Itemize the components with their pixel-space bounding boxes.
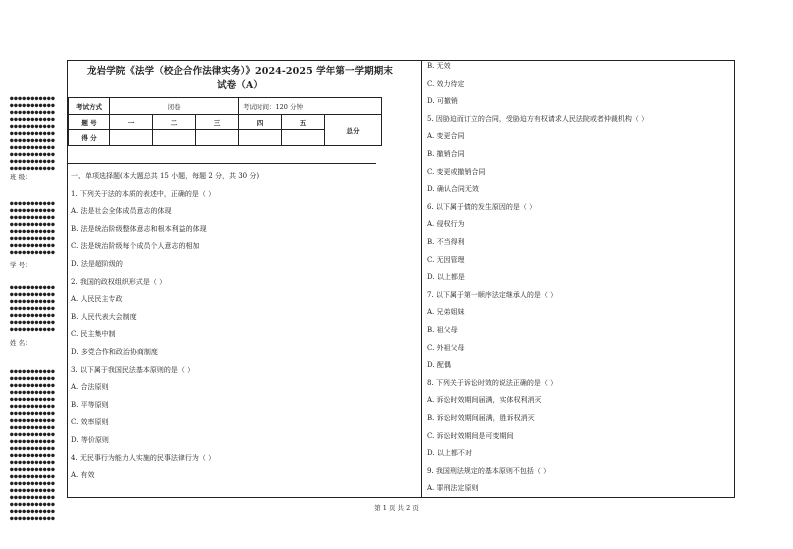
binding-dots-row: ●●●●●●●●●●● xyxy=(10,396,56,403)
binding-dots-row: ●●●●●●●●●●● xyxy=(10,291,56,298)
binding-dots-row: ●●●●●●●●●●● xyxy=(10,445,56,452)
binding-dots-row: ●●●●●●●●●●● xyxy=(10,368,56,375)
score-cell-1 xyxy=(110,130,153,146)
question-line: 7. 以下属于第一顺序法定继承人的是（ ） xyxy=(427,290,558,299)
binding-dots-row: ●●●●●●●●●●● xyxy=(10,200,56,207)
question-line: C. 民主集中制 xyxy=(71,330,116,339)
score-cell-5 xyxy=(282,130,325,146)
name-label: 姓 名： xyxy=(10,339,32,347)
question-line: B. 法是统治阶级整体意志和根本利益的体现 xyxy=(71,224,207,233)
binding-dots-row: ●●●●●●●●●●● xyxy=(10,214,56,221)
student-id-label: 学 号： xyxy=(10,261,32,269)
binding-dots-row: ●●●●●●●●●●● xyxy=(10,410,56,417)
binding-dots-row: ●●●●●●●●●●● xyxy=(10,228,56,235)
binding-dots-row: ●●●●●●●●●●● xyxy=(10,123,56,130)
binding-dots-row: ●●●●●●●●●●● xyxy=(10,284,56,291)
binding-dots-row: ●●●●●●●●●●● xyxy=(10,459,56,466)
binding-dots-row: ●●●●●●●●●●● xyxy=(10,151,56,158)
binding-dots-row: ●●●●●●●●●●● xyxy=(10,487,56,494)
question-line: C. 无因管理 xyxy=(427,255,465,264)
question-line: B. 祖父母 xyxy=(427,326,458,334)
binding-dots-row: ●●●●●●●●●●● xyxy=(10,466,56,473)
score-cell-4 xyxy=(239,130,282,146)
question-line: B. 无效 xyxy=(427,62,451,70)
part-5: 五 xyxy=(282,115,325,130)
exam-time: 考试时间：120 分钟 xyxy=(239,98,382,115)
binding-dots-row: ●●●●●●●●●●● xyxy=(10,326,56,333)
binding-dots-row: ●●●●●●●●●●● xyxy=(10,235,56,242)
question-line: C. 效力待定 xyxy=(427,79,465,88)
score-table xyxy=(68,97,382,146)
question-line: 1. 下列关于法的本质的表述中，正确的是（ ） xyxy=(71,189,216,198)
question-line: 5. 因胁迫而订立的合同，受胁迫方有权请求人民法院或者仲裁机构（ ） xyxy=(427,114,649,123)
question-line: D. 以上都是 xyxy=(427,273,465,282)
question-line: B. 平等原则 xyxy=(71,400,109,409)
question-line: B. 撤销合同 xyxy=(427,150,465,158)
binding-dots-row: ●●●●●●●●●●● xyxy=(10,501,56,508)
binding-dots-row: ●●●●●●●●●●● xyxy=(10,116,56,123)
question-line: B. 人民代表大会制度 xyxy=(71,312,137,321)
binding-dots-row: ●●●●●●●●●●● xyxy=(10,137,56,144)
question-line: 一、单项选择题(本大题总共 15 小题，每题 2 分，共 30 分) xyxy=(71,172,260,180)
binding-dots-row: ●●●●●●●●●●● xyxy=(10,221,56,228)
exam-title: 龙岩学院《法学（校企合作法律实务）》2024-2025 学年第一学期期末 xyxy=(87,66,393,77)
binding-dots-row: ●●●●●●●●●●● xyxy=(10,480,56,487)
binding-dots-row: ●●●●●●●●●●● xyxy=(10,515,56,522)
binding-dots-row: ●●●●●●●●●●● xyxy=(10,417,56,424)
question-line: C. 变更或撤销合同 xyxy=(427,167,486,176)
part-1: 一 xyxy=(110,115,153,130)
column-divider xyxy=(421,60,422,498)
question-line: D. 法是超阶级的 xyxy=(71,260,123,268)
binding-dots-row: ●●●●●●●●●●● xyxy=(10,508,56,515)
binding-dots-row: ●●●●●●●●●●● xyxy=(10,144,56,151)
exam-method-label: 考试方式 xyxy=(69,98,110,115)
exam-method-value: 闭卷 xyxy=(110,98,239,115)
question-line: A. 法是社会全体成员意志的体现 xyxy=(71,207,172,216)
binding-dots-row: ●●●●●●●●●●● xyxy=(10,102,56,109)
part-4: 四 xyxy=(239,115,282,130)
total-label: 总分 xyxy=(325,115,382,146)
binding-dots-row: ●●●●●●●●●●● xyxy=(10,452,56,459)
question-line: B. 诉讼时效期间届满，胜诉权消灭 xyxy=(427,414,535,422)
question-line: D. 等价原则 xyxy=(71,436,109,444)
binding-dots-row: ●●●●●●●●●●● xyxy=(10,389,56,396)
question-line: D. 配偶 xyxy=(427,361,451,370)
exam-subtitle: 试卷（A） xyxy=(217,80,263,91)
binding-dots-row: ●●●●●●●●●●● xyxy=(10,431,56,438)
question-line: 2. 我国的政权组织形式是（ ） xyxy=(71,277,167,286)
question-line: D. 以上都不对 xyxy=(427,449,472,458)
question-line: A. 有效 xyxy=(71,471,95,480)
binding-dots-row: ●●●●●●●●●●● xyxy=(10,242,56,249)
question-line: A. 诉讼时效期间届满，实体权利消灭 xyxy=(427,396,542,405)
question-line: C. 法是统治阶级每个成员个人意志的相加 xyxy=(71,242,200,251)
question-line: 4. 无民事行为能力人实施的民事法律行为（ ） xyxy=(71,453,216,462)
binding-dots-row: ●●●●●●●●●●● xyxy=(10,438,56,445)
question-line: A. 人民民主专政 xyxy=(71,295,123,304)
binding-dots-row: ●●●●●●●●●●● xyxy=(10,319,56,326)
binding-dots-row: ●●●●●●●●●●● xyxy=(10,305,56,312)
binding-dots-row: ●●●●●●●●●●● xyxy=(10,165,56,172)
binding-dots-row: ●●●●●●●●●●● xyxy=(10,298,56,305)
binding-dots-row: ●●●●●●●●●●● xyxy=(10,95,56,102)
question-line: C. 效率原则 xyxy=(71,418,109,427)
score-cell-2 xyxy=(153,130,196,146)
binding-dots-row: ●●●●●●●●●●● xyxy=(10,249,56,256)
binding-dots-row: ●●●●●●●●●●● xyxy=(10,382,56,389)
binding-dots-row: ●●●●●●●●●●● xyxy=(10,375,56,382)
question-line: D. 可撤销 xyxy=(427,97,458,106)
question-line: A. 变更合同 xyxy=(427,132,465,141)
score-cell-3 xyxy=(196,130,239,146)
question-line: D. 多党合作和政治协商制度 xyxy=(71,348,158,356)
question-line: 8. 下列关于诉讼时效的说法正确的是（ ） xyxy=(427,378,558,387)
question-line: A. 合法原则 xyxy=(71,383,109,392)
question-line: 6. 以下属于债的发生原因的是（ ） xyxy=(427,202,537,211)
binding-dots-row: ●●●●●●●●●●● xyxy=(10,312,56,319)
question-line: C. 外祖父母 xyxy=(427,343,465,352)
page-footer: 第 1 页 共 2 页 xyxy=(374,504,419,512)
binding-dots-row: ●●●●●●●●●●● xyxy=(10,109,56,116)
binding-dots-row: ●●●●●●●●●●● xyxy=(10,207,56,214)
part-2: 二 xyxy=(153,115,196,130)
binding-dots-row: ●●●●●●●●●●● xyxy=(10,403,56,410)
question-line: 3. 以下属于我国民法基本原则的是（ ） xyxy=(71,365,195,374)
question-line: D. 确认合同无效 xyxy=(427,185,479,194)
question-line: A. 侵权行为 xyxy=(427,220,465,229)
question-line: A. 罪刑法定原则 xyxy=(427,484,479,493)
question-line: A. 兄弟姐妹 xyxy=(427,308,465,317)
question-line: C. 诉讼时效期间是可变期间 xyxy=(427,431,514,440)
part-3: 三 xyxy=(196,115,239,130)
class-label: 班 级： xyxy=(10,173,32,181)
binding-dots-row: ●●●●●●●●●●● xyxy=(10,424,56,431)
question-no-label: 题 号 xyxy=(69,115,110,130)
question-line: B. 不当得利 xyxy=(427,238,465,246)
binding-dots-row: ●●●●●●●●●●● xyxy=(10,473,56,480)
section-separator xyxy=(68,163,376,164)
question-line: 9. 我国刑法规定的基本原则不包括（ ） xyxy=(427,466,551,475)
binding-dots-row: ●●●●●●●●●●● xyxy=(10,494,56,501)
binding-dots-row: ●●●●●●●●●●● xyxy=(10,130,56,137)
score-label: 得 分 xyxy=(69,130,110,146)
binding-dots-row: ●●●●●●●●●●● xyxy=(10,158,56,165)
